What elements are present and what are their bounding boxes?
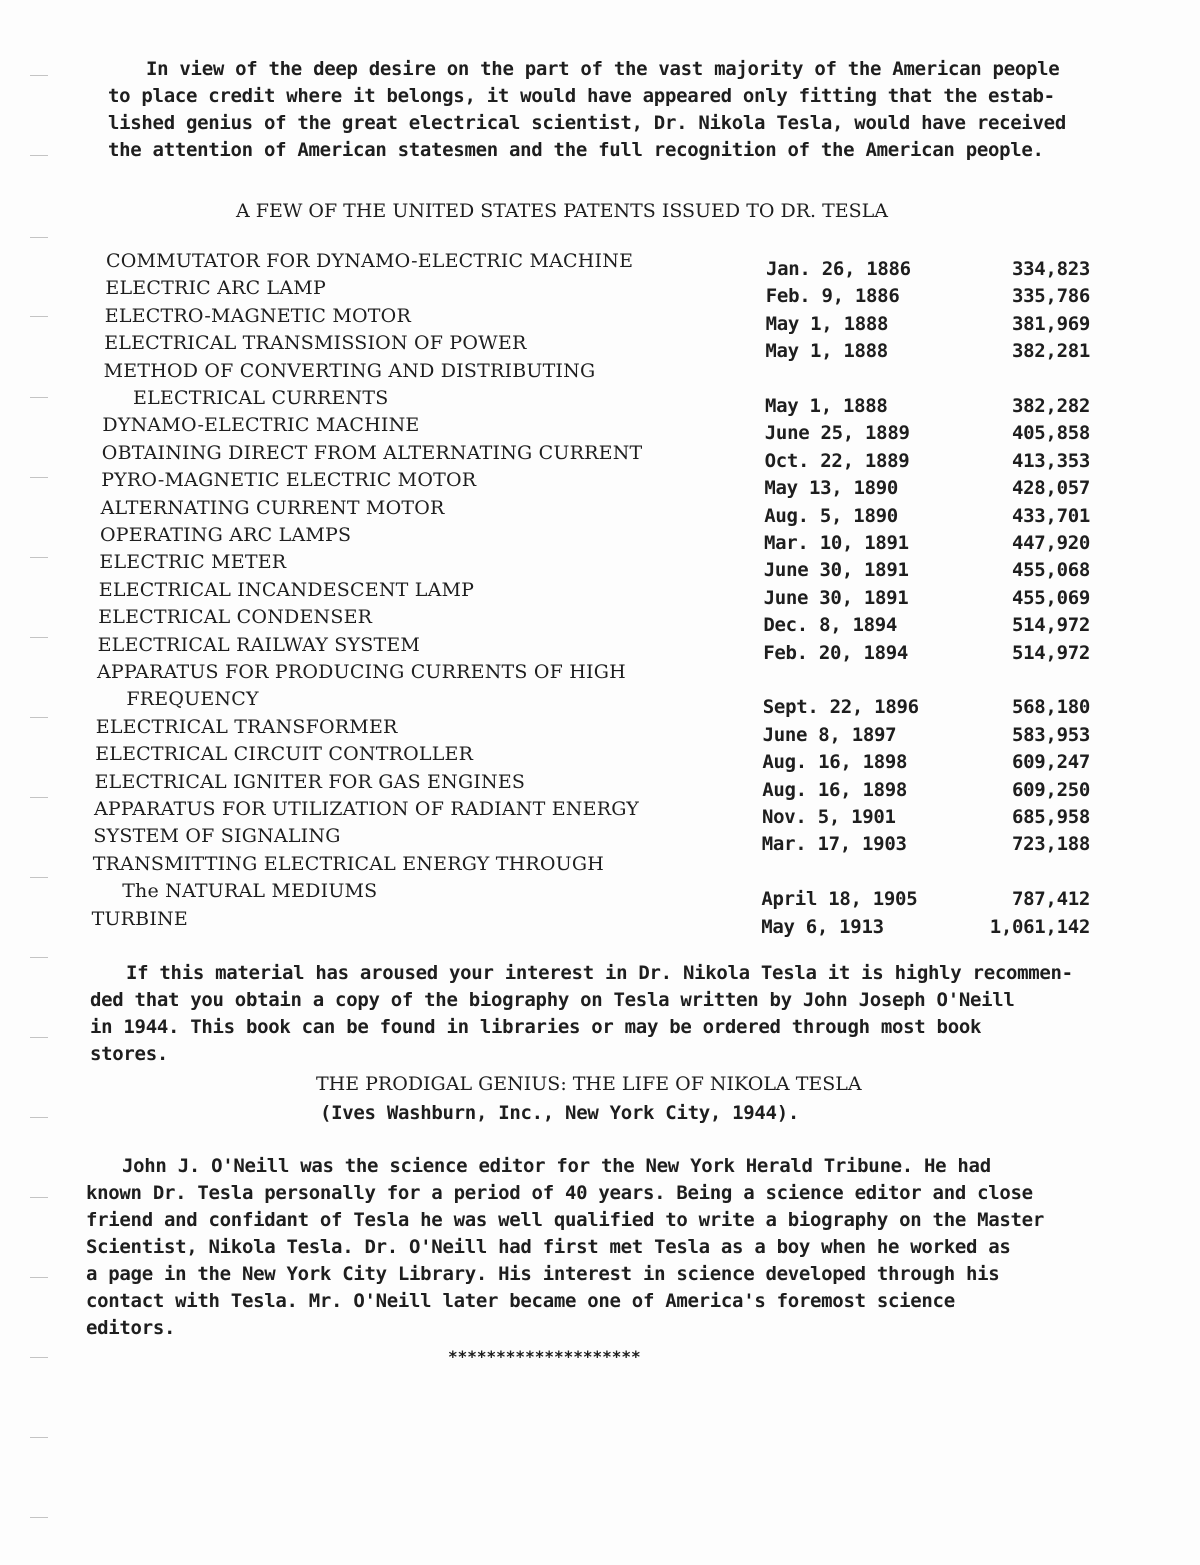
recommendation-line: ded that you obtain a copy of the biography on Tesla written by John Joseph O'Neill bbox=[90, 989, 1015, 1011]
patent-date: June 30, 1891 bbox=[763, 559, 909, 582]
patent-number: 382,282 bbox=[1012, 395, 1090, 417]
patent-date: Sept. 22, 1896 bbox=[762, 696, 919, 719]
patent-date: May 13, 1890 bbox=[764, 477, 899, 500]
patent-number: 405,858 bbox=[1012, 422, 1090, 445]
patent-date: Jan. 26, 1886 bbox=[766, 258, 911, 280]
bio-line: friend and confidant of Tesla he was well qualified to write a biography on the Master bbox=[86, 1209, 1044, 1231]
patent-title: DYNAMO-ELECTRIC MACHINE bbox=[102, 414, 420, 437]
margin-mark bbox=[30, 1437, 48, 1438]
patent-number: 334,823 bbox=[1012, 258, 1090, 280]
intro-line: lished genius of the great electrical scientist, Dr. Nikola Tesla, would have received bbox=[108, 112, 1066, 134]
patent-title: APPARATUS FOR PRODUCING CURRENTS OF HIGH bbox=[97, 661, 626, 683]
patent-date: Aug. 16, 1898 bbox=[762, 778, 907, 801]
patent-date: June 8, 1897 bbox=[762, 723, 897, 746]
patent-title: OPERATING ARC LAMPS bbox=[100, 524, 352, 546]
margin-mark bbox=[30, 637, 48, 638]
patent-date: Mar. 17, 1903 bbox=[761, 833, 907, 856]
patent-number: 1,061,142 bbox=[989, 915, 1090, 938]
margin-mark bbox=[30, 1357, 48, 1358]
patent-date: June 30, 1891 bbox=[763, 586, 909, 609]
patent-number: 455,069 bbox=[1012, 586, 1090, 609]
patent-title-continued: The NATURAL MEDIUMS bbox=[122, 880, 378, 903]
margin-mark bbox=[30, 237, 48, 238]
patent-title: PYRO-MAGNETIC ELECTRIC MOTOR bbox=[101, 469, 477, 492]
patent-title: TRANSMITTING ELECTRICAL ENERGY THROUGH bbox=[92, 852, 605, 875]
patent-number: 455,068 bbox=[1012, 559, 1090, 582]
patent-number: 381,969 bbox=[1012, 312, 1090, 335]
intro-paragraph bbox=[108, 56, 1066, 164]
patent-number: 609,247 bbox=[1012, 751, 1090, 774]
patent-date: May 1, 1888 bbox=[765, 312, 889, 335]
bio-line: contact with Tesla. Mr. O'Neill later became one of America's foremost science bbox=[86, 1290, 955, 1312]
patent-title: ELECTRIC METER bbox=[99, 551, 287, 574]
patent-title: ELECTRICAL IGNITER FOR GAS ENGINES bbox=[94, 770, 526, 793]
intro-line: In view of the deep desire on the part of the vast majority of the American people bbox=[146, 58, 1060, 80]
patent-date: June 25, 1889 bbox=[764, 422, 910, 445]
patent-date: April 18, 1905 bbox=[761, 888, 918, 911]
bio-line: editors. bbox=[86, 1317, 176, 1339]
margin-mark bbox=[30, 75, 48, 76]
margin-mark bbox=[30, 877, 48, 878]
patent-title-continued: FREQUENCY bbox=[126, 688, 259, 711]
patent-title: ELECTRICAL INCANDESCENT LAMP bbox=[98, 578, 475, 601]
margin-mark bbox=[30, 717, 48, 718]
patent-title: OBTAINING DIRECT FROM ALTERNATING CURRENT bbox=[101, 441, 643, 464]
patent-date: Aug. 16, 1898 bbox=[762, 751, 908, 774]
margin-mark bbox=[30, 155, 48, 156]
recommendation-line: If this material has aroused your interest in Dr. Nikola Tesla it is highly recommen- bbox=[126, 962, 1073, 984]
patent-title: APPARATUS FOR UTILIZATION OF RADIANT ENERGY bbox=[94, 798, 639, 820]
patent-number: 413,353 bbox=[1012, 449, 1090, 472]
patents-heading: A FEW OF THE UNITED STATES PATENTS ISSUED TO DR. TESLA bbox=[236, 200, 889, 222]
margin-mark bbox=[30, 477, 48, 478]
patent-date: May 1, 1888 bbox=[765, 395, 888, 417]
bio-line: John J. O'Neill was the science editor for the New York Herald Tribune. He had bbox=[122, 1155, 991, 1177]
patent-title: METHOD OF CONVERTING AND DISTRIBUTING bbox=[103, 359, 596, 382]
patent-number: 428,057 bbox=[1012, 477, 1090, 500]
margin-mark bbox=[30, 1037, 48, 1038]
recommendation-line: in 1944. This book can be found in libraries or may be ordered through most book bbox=[90, 1016, 982, 1038]
patent-title: ELECTRO-MAGNETIC MOTOR bbox=[104, 304, 411, 327]
margin-mark bbox=[30, 316, 48, 317]
margin-mark bbox=[30, 557, 48, 558]
book-publisher: (Ives Washburn, Inc., New York City, 1944). bbox=[320, 1102, 799, 1124]
patent-number: 335,786 bbox=[1012, 285, 1090, 308]
patent-date: May 1, 1888 bbox=[765, 340, 888, 363]
patent-number: 514,972 bbox=[1012, 641, 1090, 664]
margin-mark bbox=[30, 797, 48, 798]
patent-title: ELECTRICAL CIRCUIT CONTROLLER bbox=[95, 743, 474, 766]
patent-number: 447,920 bbox=[1012, 532, 1090, 554]
patent-number: 583,953 bbox=[1012, 723, 1090, 746]
margin-mark bbox=[30, 1117, 48, 1118]
patent-title: ELECTRICAL RAILWAY SYSTEM bbox=[97, 633, 421, 656]
margin-mark bbox=[30, 397, 48, 398]
bio-line: Scientist, Nikola Tesla. Dr. O'Neill had first met Tesla as a boy when he worked as bbox=[86, 1236, 1011, 1258]
patent-title: ELECTRIC ARC LAMP bbox=[105, 277, 326, 300]
margin-mark bbox=[30, 1277, 48, 1278]
patent-number: 568,180 bbox=[1012, 696, 1090, 719]
patent-date: Feb. 20, 1894 bbox=[763, 641, 908, 664]
patent-date: Nov. 5, 1901 bbox=[762, 806, 896, 828]
bio-line: a page in the New York City Library. His interest in science developed through his bbox=[86, 1263, 1000, 1285]
closing-stars: ******************** bbox=[448, 1347, 641, 1366]
patent-number: 433,701 bbox=[1012, 504, 1090, 527]
patent-title-continued: ELECTRICAL CURRENTS bbox=[133, 387, 389, 409]
patent-title: ELECTRICAL CONDENSER bbox=[98, 606, 373, 629]
author-bio-paragraph bbox=[86, 1153, 1044, 1342]
margin-mark bbox=[30, 957, 48, 958]
patent-number: 685,958 bbox=[1012, 806, 1090, 828]
patent-date: Aug. 5, 1890 bbox=[764, 504, 898, 527]
bio-line: known Dr. Tesla personally for a period of 40 years. Being a science editor and close bbox=[86, 1182, 1033, 1204]
patent-number: 723,188 bbox=[1012, 833, 1090, 856]
patent-number: 787,412 bbox=[1012, 888, 1090, 911]
margin-mark bbox=[30, 1517, 48, 1518]
book-title: THE PRODIGAL GENIUS: THE LIFE OF NIKOLA TESLA bbox=[316, 1073, 862, 1095]
patent-date: May 6, 1913 bbox=[761, 915, 884, 938]
patent-title: SYSTEM OF SIGNALING bbox=[93, 825, 341, 848]
patent-title: ELECTRICAL TRANSMISSION OF POWER bbox=[104, 332, 527, 355]
patent-title: ELECTRICAL TRANSFORMER bbox=[95, 715, 398, 738]
patent-date: Feb. 9, 1886 bbox=[765, 285, 900, 308]
patent-title: TURBINE bbox=[91, 907, 188, 930]
patent-date: Dec. 8, 1894 bbox=[763, 614, 898, 637]
intro-line: to place credit where it belongs, it would have appeared only fitting that the estab- bbox=[108, 85, 1055, 107]
patent-title: ALTERNATING CURRENT MOTOR bbox=[100, 496, 445, 519]
patent-title: COMMUTATOR FOR DYNAMO-ELECTRIC MACHINE bbox=[106, 250, 634, 272]
recommendation-line: stores. bbox=[90, 1043, 168, 1065]
patent-date: Mar. 10, 1891 bbox=[764, 532, 909, 554]
patent-number: 382,281 bbox=[1012, 340, 1090, 363]
patent-date: Oct. 22, 1889 bbox=[764, 449, 910, 472]
patent-number: 514,972 bbox=[1012, 614, 1090, 637]
recommendation-paragraph bbox=[90, 960, 1073, 1068]
margin-mark bbox=[30, 1197, 48, 1198]
patent-number: 609,250 bbox=[1012, 778, 1090, 801]
intro-line: the attention of American statesmen and the full recognition of the American people. bbox=[108, 139, 1044, 161]
